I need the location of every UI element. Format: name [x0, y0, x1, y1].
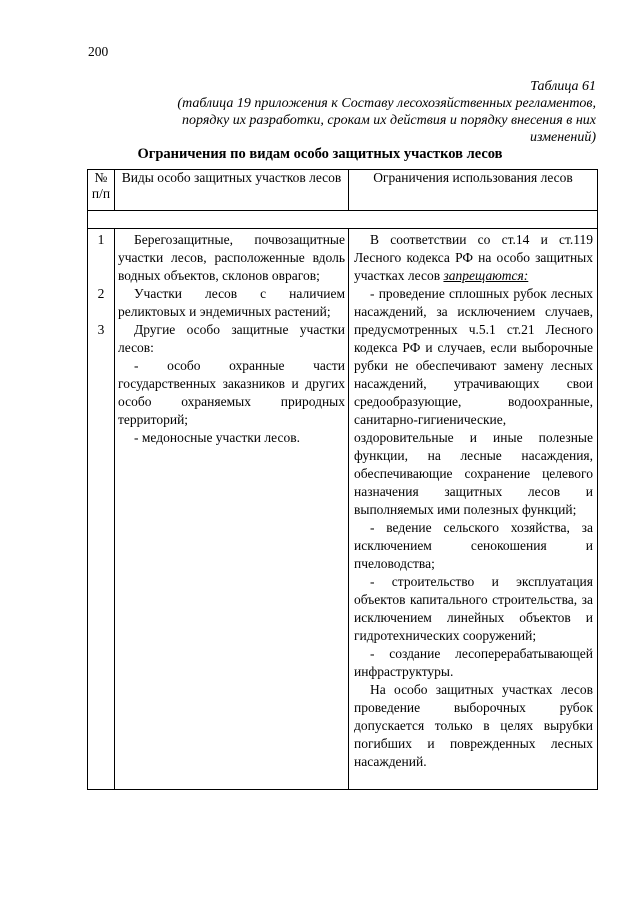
caption-line-2: (таблица 19 приложения к Составу лесохозяйственных регламентов, [177, 96, 596, 111]
row-number-1: 1 [97, 232, 105, 247]
intro-text: В соответствии со ст.14 и ст.119 Лесного кодекса РФ на особо защитных участках лесов [354, 232, 593, 283]
restriction-item: - ведение сельского хозяйства, за исключением сенокошения и пчеловодства; [354, 520, 593, 571]
caption-line-4: изменений) [529, 130, 596, 145]
restrictions-cell [349, 229, 598, 790]
caption-line-3: порядку их разработки, срокам их действия и порядку внесения в них [182, 113, 596, 128]
restriction-item: - создание лесоперерабатывающей инфраструктуры. [354, 646, 593, 679]
page-number: 200 [88, 44, 109, 59]
site-type-paragraph: Другие особо защитные участки лесов: [118, 322, 345, 355]
caption-line-1: Таблица 61 [530, 79, 596, 94]
restriction-item: - строительство и эксплуатация объектов капитального строительства, за исключением линейных объектов и гидротехнических сооружений; [354, 574, 593, 643]
header-number-symbol: № [94, 170, 108, 185]
header-site-types: Виды особо защитных участков лесов [115, 170, 349, 211]
row-number-spacer [88, 267, 114, 285]
intro-emphasis: запрещаются: [443, 268, 529, 283]
row-number-2: 2 [97, 286, 105, 301]
site-type-paragraph: Берегозащитные, почвозащитные участки лесов, расположенные вдоль водных объектов, склонов оврагов; [118, 232, 345, 283]
restriction-item: - проведение сплошных рубок лесных насаждений, за исключением случаев, предусмотренных ч.5.1 ст.21 Лесного кодекса РФ и случаев, если выборочные рубки не обеспечивают замену лесных насаждений, утрачивающих свои средообразующие, водоохранные, санитарно-гигиенические, оздоровительные и иные полезные функции, на лесные насаждения, обеспечивающие сохранение целевого назначения защитных лесов и выполняемых ими полезных функций; [354, 286, 593, 517]
row-numbers-cell [88, 229, 115, 790]
restrictions-closing: На особо защитных участках лесов проведение выборочных рубок допускается только в целях вырубки погибших и поврежденных лесных насаждений. [354, 682, 593, 769]
restrictions-intro [354, 231, 593, 285]
table-row [88, 229, 598, 790]
table-header-row [88, 170, 598, 211]
site-types-cell [115, 229, 349, 790]
table-title: Ограничения по видам особо защитных участков лесов [137, 146, 503, 162]
row-number-spacer [88, 249, 114, 267]
row-number-3: 3 [97, 322, 105, 337]
site-type-paragraph: - особо охранные части государственных заказников и других особо охраняемых природных территорий; [118, 358, 345, 427]
header-restrictions: Ограничения использования лесов [349, 170, 598, 211]
empty-cell [88, 211, 598, 229]
table-caption [126, 78, 596, 146]
site-type-paragraph: Участки лесов с наличием реликтовых и эндемичных растений; [118, 286, 345, 319]
row-number-spacer [88, 303, 114, 321]
header-number-abbr: п/п [91, 186, 111, 201]
restrictions-table [87, 169, 598, 790]
table-empty-row [88, 211, 598, 229]
site-type-paragraph: - медоносные участки лесов. [134, 430, 300, 445]
header-number [88, 170, 115, 211]
